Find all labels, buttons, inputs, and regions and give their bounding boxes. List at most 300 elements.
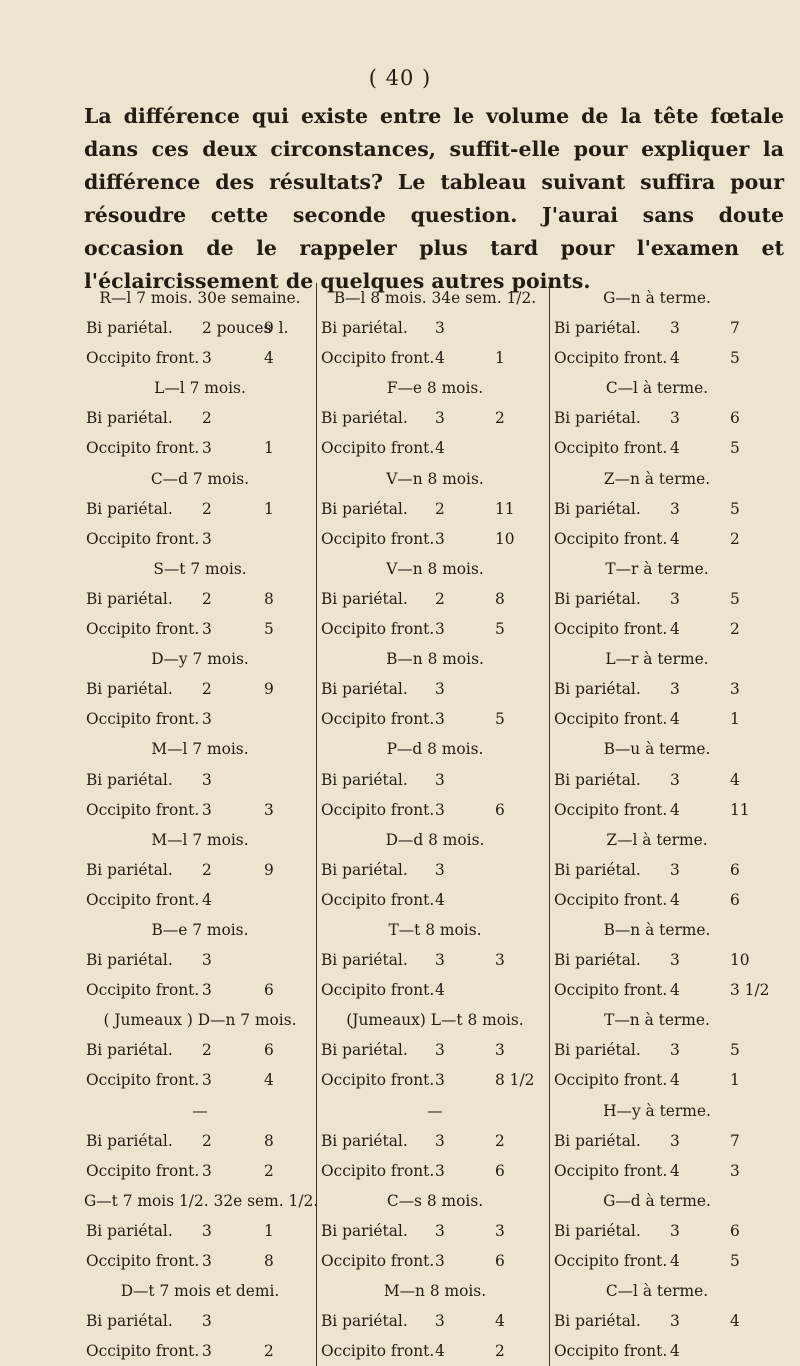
measurement-value-major: 2 [202, 499, 212, 518]
heading-text: C—l à terme. [605, 1282, 709, 1301]
measurement-label: Occipito front. [554, 529, 668, 548]
measurement-value-major: 3 [202, 620, 212, 639]
measurement-row [317, 494, 549, 524]
measurement-row [84, 1216, 316, 1246]
measurement-value-major: 4 [670, 1071, 680, 1090]
entry-heading [550, 464, 760, 494]
measurement-row [550, 674, 760, 704]
page-number: ( 40 ) [368, 66, 432, 90]
measurement-row [84, 765, 316, 795]
measurement-row [84, 855, 316, 885]
measurement-label: Bi pariétal. [86, 589, 173, 608]
measurement-label: Occipito front. [321, 890, 435, 909]
heading-text: P—d 8 mois. [386, 740, 484, 759]
measurement-label: Bi pariétal. [321, 589, 408, 608]
measurement-value-major: 3 [435, 1252, 445, 1270]
heading-text: B—e 7 mois. [151, 920, 249, 939]
measurement-value-major: 3 [202, 529, 212, 548]
measurement-label: Occipito front. [554, 1071, 668, 1090]
measurement-value-major: 4 [670, 800, 680, 819]
measurement-label: Bi pariétal. [554, 319, 641, 338]
measurement-label: Bi pariétal. [86, 770, 173, 789]
measurement-row [84, 1306, 316, 1336]
heading-text: G—d à terme. [603, 1191, 711, 1210]
measurement-value-minor: 2 [495, 1131, 505, 1150]
measurement-value-major: 3 [670, 409, 680, 428]
measurement-label: Occipito front. [554, 890, 668, 909]
measurement-value-major: 4 [670, 349, 680, 368]
measurement-value-minor: 9 [264, 680, 274, 699]
measurement-value-minor: 8 [264, 589, 274, 608]
measurement-value-minor: 1 [495, 349, 505, 368]
measurement-value-minor: 4 [730, 1312, 740, 1331]
measurement-value-minor: 6 [495, 1161, 505, 1180]
measurement-row [84, 1065, 316, 1095]
entry-heading [550, 1096, 760, 1126]
measurement-value-major: 4 [670, 439, 680, 458]
measurement-label: Bi pariétal. [554, 499, 641, 518]
measurement-value-major: 3 [202, 439, 212, 458]
measurement-row [317, 1216, 549, 1246]
entry-heading [550, 373, 760, 403]
heading-text: B—u à terme. [603, 740, 711, 759]
measurement-value-minor: 2 [730, 620, 740, 639]
measurement-value-major: 4 [670, 1342, 680, 1361]
entry-heading [84, 283, 316, 313]
heading-text: G—n à terme. [603, 289, 711, 307]
heading-text: H—y à terme. [603, 1101, 711, 1120]
measurement-row [550, 1065, 760, 1095]
measurement-value-major: 4 [670, 1161, 680, 1180]
measurement-value-minor: 2 [264, 1161, 274, 1180]
measurement-value-major: 3 [202, 981, 212, 1000]
measurement-label: Bi pariétal. [321, 1041, 408, 1060]
measurement-value-minor: 8 1/2 [495, 1071, 535, 1090]
measurement-value-minor: 1 [264, 1221, 274, 1240]
measurement-row [550, 584, 760, 614]
measurement-label: Occipito front. [86, 1342, 200, 1361]
measurement-label: Occipito front. [554, 1342, 668, 1361]
measurement-row [84, 1246, 316, 1276]
measurement-value-major: 3 [670, 1041, 680, 1060]
measurement-label: Bi pariétal. [321, 680, 408, 699]
measurement-row [317, 584, 549, 614]
measurement-value-minor: 3 [495, 1041, 505, 1060]
measurement-value-major: 3 [435, 529, 445, 548]
entry-heading [550, 283, 760, 313]
entry-heading [550, 1186, 760, 1216]
entry-heading [317, 1276, 549, 1306]
entry-heading [317, 915, 549, 945]
measurement-value-major: 3 [670, 1221, 680, 1240]
heading-text: ( Jumeaux ) D—n 7 mois. [103, 1011, 297, 1030]
heading-text: G—t 7 mois 1/2. 32e sem. 1/2. [84, 1191, 319, 1210]
heading-text: V—n 8 mois. [386, 559, 484, 578]
measurement-value-major: 3 [435, 710, 445, 729]
measurement-label: Bi pariétal. [554, 770, 641, 789]
entry-heading [84, 1005, 316, 1035]
measurement-value-major: 2 [202, 409, 212, 428]
heading-text: C—s 8 mois. [386, 1191, 484, 1210]
measurement-value-major: 3 [670, 860, 680, 879]
measurement-value-major: 4 [670, 981, 680, 1000]
measurement-value-major: 3 [435, 800, 445, 819]
entry-heading [317, 734, 549, 764]
measurement-row [317, 614, 549, 644]
heading-text: B—n à terme. [603, 920, 711, 939]
entry-heading [550, 1276, 760, 1306]
measurement-value-minor: 6 [730, 860, 740, 879]
measurement-value-major: 2 [202, 589, 212, 608]
heading-text: T—t 8 mois. [388, 920, 482, 939]
measurement-value-minor: 10 [495, 529, 515, 548]
measurement-label: Bi pariétal. [554, 1041, 641, 1060]
measurement-label: Occipito front. [321, 1161, 435, 1180]
measurement-value-minor: 5 [730, 499, 740, 518]
measurement-value-minor: 7 [730, 319, 740, 338]
measurement-value-minor: 8 [264, 1252, 274, 1270]
measurement-value-minor: 10 [730, 951, 750, 970]
measurement-label: Bi pariétal. [321, 319, 408, 338]
measurement-value-major: 3 [670, 1131, 680, 1150]
measurement-value-minor: 7 [730, 1131, 740, 1150]
entry-heading [84, 644, 316, 674]
measurement-value-minor: 9 l. [264, 319, 289, 338]
measurement-label: Occipito front. [554, 620, 668, 639]
measurement-row [317, 1246, 549, 1276]
entry-heading [84, 1186, 319, 1216]
measurement-label: Bi pariétal. [554, 1131, 641, 1150]
measurement-label: Occipito front. [321, 349, 435, 368]
measurement-value-major: 3 [670, 1312, 680, 1331]
measurement-value-major: 2 [202, 1041, 212, 1060]
measurement-label: Occipito front. [321, 1252, 435, 1270]
entry-heading [550, 644, 760, 674]
measurement-value-major: 4 [435, 439, 445, 458]
heading-text: Z—l à terme. [606, 830, 708, 849]
heading-text: (Jumeaux) L—t 8 mois. [346, 1011, 524, 1030]
heading-text: C—l à terme. [605, 379, 709, 398]
measurement-value-major: 3 [435, 680, 445, 699]
measurement-value-minor: 4 [264, 349, 274, 368]
measurement-row [84, 704, 316, 734]
measurement-label: Bi pariétal. [321, 1221, 408, 1240]
measurement-value-minor: 8 [495, 589, 505, 608]
measurement-value-minor: 3 [264, 800, 274, 819]
measurement-value-minor: 5 [495, 710, 505, 729]
measurement-value-major: 2 [202, 1131, 212, 1150]
measurement-value-major: 3 [202, 349, 212, 368]
measurement-row [84, 313, 316, 343]
entry-heading [84, 373, 316, 403]
entry-heading [317, 283, 549, 313]
measurement-row [317, 313, 549, 343]
measurement-row [550, 885, 760, 915]
measurement-label: Bi pariétal. [321, 409, 408, 428]
measurement-value-major: 3 [670, 680, 680, 699]
heading-text: R—l 7 mois. 30e semaine. [99, 289, 301, 307]
measurement-value-minor: 3 1/2 [730, 981, 770, 1000]
measurement-row [550, 343, 760, 373]
measurement-row [550, 433, 760, 463]
measurement-row [317, 343, 549, 373]
measurement-value-minor: 6 [730, 890, 740, 909]
entry-heading [317, 1186, 549, 1216]
measurement-label: Bi pariétal. [321, 860, 408, 879]
measurement-value-major: 3 [670, 589, 680, 608]
measurement-value-major: 2 [435, 589, 445, 608]
heading-text: L—l 7 mois. [154, 379, 246, 398]
measurement-label: Occipito front. [86, 439, 200, 458]
measurement-value-major: 3 [435, 1041, 445, 1060]
measurement-value-minor: 2 [730, 529, 740, 548]
measurement-label: Occipito front. [554, 800, 668, 819]
heading-text: F—e 8 mois. [386, 379, 484, 398]
measurement-value-minor: 9 [264, 860, 274, 879]
measurement-label: Bi pariétal. [321, 499, 408, 518]
measurement-value-minor: 5 [495, 620, 505, 639]
measurement-row [317, 1065, 549, 1095]
measurement-label: Occipito front. [321, 1071, 435, 1090]
entry-heading [317, 1005, 549, 1035]
heading-text: B—n 8 mois. [386, 650, 484, 669]
measurement-value-minor: 6 [264, 981, 274, 1000]
measurement-value-minor: 5 [730, 589, 740, 608]
measurement-row [550, 945, 760, 975]
measurement-value-minor: 4 [730, 770, 740, 789]
measurement-value-major: 3 [202, 1161, 212, 1180]
measurement-value-minor: 6 [730, 409, 740, 428]
measurement-value-minor: 4 [264, 1071, 274, 1090]
measurement-row [550, 494, 760, 524]
measurement-row [84, 1156, 316, 1186]
measurement-label: Occipito front. [554, 1161, 668, 1180]
measurement-label: Bi pariétal. [86, 680, 173, 699]
measurement-value-minor: 11 [730, 800, 750, 819]
measurement-label: Occipito front. [86, 1252, 200, 1270]
measurement-value-major: 3 [435, 1221, 445, 1240]
measurement-row [84, 614, 316, 644]
entry-heading [84, 734, 316, 764]
measurement-value-major: 3 [202, 1221, 212, 1240]
measurement-value-major: 3 [435, 1312, 445, 1331]
measurement-value-major: 4 [202, 890, 212, 909]
measurement-value-major: 3 [435, 620, 445, 639]
measurement-value-major: 4 [670, 1252, 680, 1270]
measurement-row [550, 313, 760, 343]
measurement-row [317, 1306, 549, 1336]
measurement-value-minor: 5 [730, 1252, 740, 1270]
entry-heading [550, 734, 760, 764]
measurement-row [84, 1126, 316, 1156]
measurement-value-minor: 5 [730, 349, 740, 368]
heading-text: — [192, 1101, 208, 1120]
measurement-label: Bi pariétal. [321, 1131, 408, 1150]
measurement-value-minor: 5 [264, 620, 274, 639]
measurement-value-minor: 6 [730, 1221, 740, 1240]
measurement-row [317, 704, 549, 734]
measurement-row [550, 1216, 760, 1246]
measurement-value-minor: 1 [264, 439, 274, 458]
measurement-label: Bi pariétal. [86, 319, 173, 338]
heading-text: S—t 7 mois. [153, 559, 247, 578]
measurement-label: Occipito front. [86, 529, 200, 548]
measurement-value-major: 4 [670, 710, 680, 729]
table-column-1 [84, 283, 319, 1366]
measurement-label: Occipito front. [86, 981, 200, 1000]
measurement-value-major: 3 [670, 319, 680, 338]
measurement-value-minor: 3 [495, 1221, 505, 1240]
measurement-value-minor: 5 [730, 439, 740, 458]
measurement-row [317, 1126, 549, 1156]
heading-text: M—l 7 mois. [151, 830, 249, 849]
measurement-label: Bi pariétal. [554, 1221, 641, 1240]
measurement-row [84, 674, 316, 704]
measurement-label: Bi pariétal. [554, 589, 641, 608]
heading-text: D—d 8 mois. [385, 830, 485, 849]
measurement-row [84, 1035, 316, 1065]
measurement-row [550, 403, 760, 433]
measurement-row [84, 945, 316, 975]
measurement-value-major: 3 [202, 800, 212, 819]
heading-text: V—n 8 mois. [386, 469, 484, 488]
measurement-row [84, 975, 316, 1005]
measurement-value-major: 3 [202, 770, 212, 789]
measurement-label: Bi pariétal. [554, 1312, 641, 1331]
measurement-row [84, 433, 316, 463]
measurement-label: Bi pariétal. [86, 951, 173, 970]
measurement-label: Occipito front. [554, 1252, 668, 1270]
measurement-row [317, 433, 549, 463]
heading-text: C—d 7 mois. [150, 469, 250, 488]
measurement-row [550, 855, 760, 885]
entry-heading [317, 1096, 549, 1126]
measurement-label: Bi pariétal. [321, 770, 408, 789]
measurement-value-major: 3 [435, 951, 445, 970]
measurement-row [550, 795, 760, 825]
measurement-label: Occipito front. [86, 800, 200, 819]
measurement-row [550, 1306, 760, 1336]
measurement-value-major: 3 [670, 770, 680, 789]
heading-text: B—l 8 mois. 34e sem. 1/2. [333, 289, 537, 307]
measurement-row [317, 1336, 549, 1366]
measurement-value-minor: 2 [495, 409, 505, 428]
measurement-value-major: 2 pouces [202, 319, 272, 338]
heading-text: M—l 7 mois. [151, 740, 249, 759]
measurement-label: Occipito front. [321, 529, 435, 548]
measurement-label: Bi pariétal. [554, 409, 641, 428]
measurement-label: Occipito front. [554, 439, 668, 458]
measurement-table [84, 283, 770, 1361]
measurement-row [317, 403, 549, 433]
measurement-value-major: 4 [435, 1342, 445, 1361]
entry-heading [84, 915, 316, 945]
measurement-row [317, 795, 549, 825]
measurement-row [550, 1156, 760, 1186]
measurement-value-major: 4 [435, 349, 445, 368]
measurement-value-minor: 2 [264, 1342, 274, 1361]
measurement-row [84, 403, 316, 433]
measurement-row [550, 1126, 760, 1156]
measurement-row [84, 584, 316, 614]
measurement-row [84, 795, 316, 825]
measurement-value-major: 3 [202, 951, 212, 970]
measurement-label: Occipito front. [321, 981, 435, 1000]
measurement-row [317, 524, 549, 554]
measurement-label: Occipito front. [554, 349, 668, 368]
heading-text: M—n 8 mois. [383, 1282, 487, 1301]
measurement-value-major: 3 [202, 1342, 212, 1361]
measurement-value-minor: 11 [495, 499, 515, 518]
measurement-value-minor: 1 [730, 710, 740, 729]
measurement-label: Occipito front. [86, 349, 200, 368]
measurement-row [84, 494, 316, 524]
measurement-label: Occipito front. [321, 1342, 435, 1361]
entry-heading [550, 554, 760, 584]
measurement-row [550, 1035, 760, 1065]
measurement-value-major: 4 [670, 890, 680, 909]
measurement-row [84, 1336, 316, 1366]
entry-heading [550, 825, 760, 855]
measurement-row [317, 945, 549, 975]
measurement-value-minor: 6 [495, 800, 505, 819]
measurement-value-minor: 2 [495, 1342, 505, 1361]
measurement-value-major: 3 [435, 1071, 445, 1090]
measurement-label: Bi pariétal. [86, 860, 173, 879]
measurement-label: Occipito front. [86, 1161, 200, 1180]
measurement-value-major: 4 [435, 981, 445, 1000]
measurement-value-major: 4 [670, 620, 680, 639]
measurement-row [317, 674, 549, 704]
measurement-value-major: 4 [435, 890, 445, 909]
measurement-value-major: 3 [670, 951, 680, 970]
measurement-label: Occipito front. [86, 890, 200, 909]
measurement-row [550, 975, 770, 1005]
measurement-value-major: 2 [435, 499, 445, 518]
measurement-label: Occipito front. [321, 620, 435, 639]
measurement-value-minor: 6 [495, 1252, 505, 1270]
heading-text: T—n à terme. [604, 1011, 710, 1030]
heading-text: L—r à terme. [605, 650, 709, 669]
measurement-value-minor: 6 [264, 1041, 274, 1060]
measurement-value-major: 3 [435, 770, 445, 789]
entry-heading [84, 554, 316, 584]
entry-heading [317, 464, 549, 494]
measurement-row [550, 1336, 760, 1366]
measurement-label: Occipito front. [321, 439, 435, 458]
measurement-label: Bi pariétal. [554, 860, 641, 879]
measurement-label: Occipito front. [86, 710, 200, 729]
measurement-value-minor: 3 [495, 951, 505, 970]
measurement-label: Occipito front. [554, 981, 668, 1000]
entry-heading [317, 825, 549, 855]
measurement-row [317, 1035, 549, 1065]
measurement-row [550, 765, 760, 795]
measurement-value-major: 3 [435, 860, 445, 879]
measurement-label: Bi pariétal. [86, 1131, 173, 1150]
measurement-row [317, 1156, 549, 1186]
entry-heading [84, 825, 316, 855]
heading-text: T—r à terme. [605, 559, 709, 578]
measurement-value-major: 3 [435, 319, 445, 338]
measurement-value-major: 3 [670, 499, 680, 518]
entry-heading [550, 1005, 760, 1035]
measurement-label: Occipito front. [86, 1071, 200, 1090]
measurement-value-minor: 1 [264, 499, 274, 518]
measurement-label: Occipito front. [321, 710, 435, 729]
measurement-row [317, 855, 549, 885]
entry-heading [317, 554, 549, 584]
